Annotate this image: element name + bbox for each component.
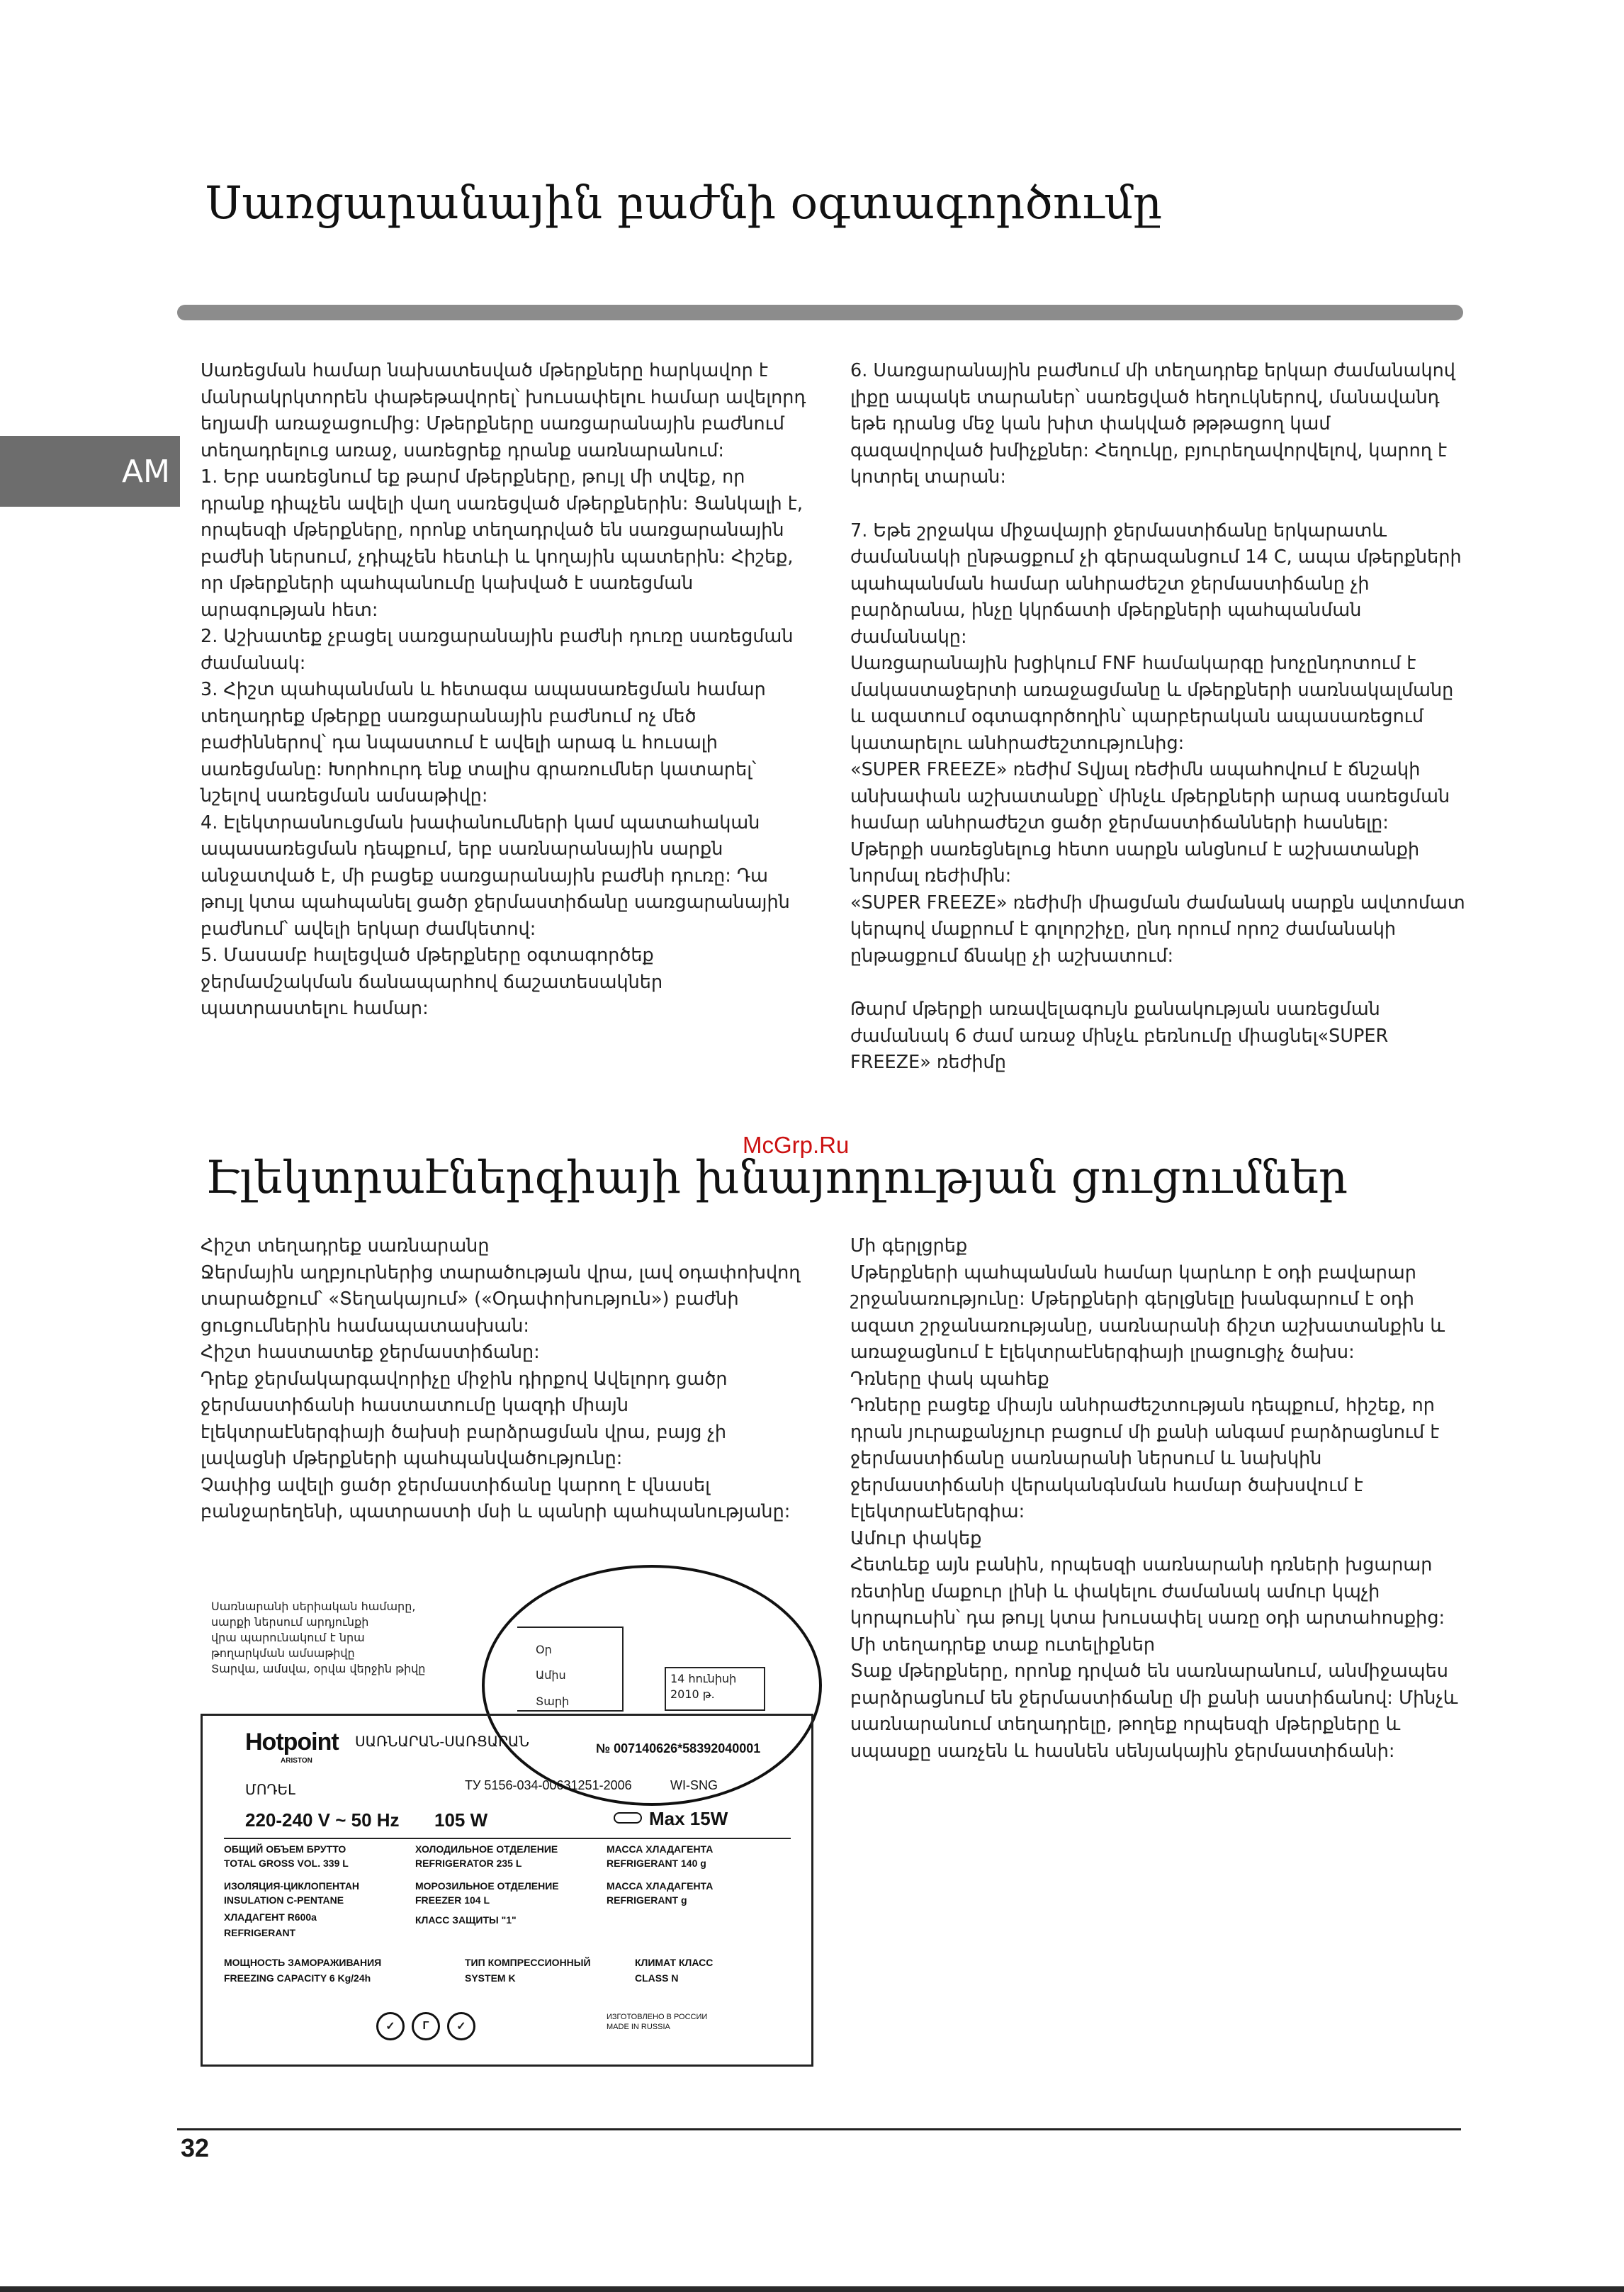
serial-number: № 007140626*58392040001 [596, 1741, 761, 1755]
note-line: սարքի ներսում արդյունքի [211, 1615, 369, 1629]
paragraph: Հետևեք այն բանին, որպեսզի սառնարանի դռների խցարար ռետինը մաքուր լինի և փակելու ժամանակ ամուր կպչի կորպուսին՝ դա թույլ կտա խուսափել սառը օդի արտահոսքից: [850, 1554, 1445, 1629]
certification-mark-icon: ✓ [376, 2012, 405, 2040]
subheading: Ամուր փակեք [850, 1527, 982, 1549]
subheading: Դռները փակ պահեք [850, 1368, 1049, 1390]
serial-number-note [211, 1599, 523, 1677]
energy-column-left [201, 1233, 810, 1526]
spec-cell: ОБЩИЙ ОБЪЕМ БРУТТО [224, 1843, 346, 1855]
power: 105 W [434, 1809, 488, 1831]
spec-cell: МАССА ХЛАДАГЕНТА [607, 1880, 714, 1892]
tech-spec-code: ТУ 5156-034-00631251-2006 [465, 1778, 632, 1792]
spec-cell: INSULATION C-PENTANE [224, 1894, 344, 1906]
title-divider [177, 305, 1463, 320]
section-title-energy: Էլեկտրաէներգիայի խնայողության ցուցումներ [205, 1152, 1348, 1204]
paragraph: 3. Հիշտ պահպանման և հետագա ապասառեցման համար տեղադրեք մթերքը սառցարանային բաժնում ոչ մեծ բաժիններով՝ դա նպաստում է ավելի արագ և հուսալի սառեցմանը: Խորհուրդ ենք տալիս գրառումներ կատարել՝ նշելով սառեցման ամսաթիվը: [201, 679, 766, 807]
note-line: Սառնարանի սերիական համարը, [211, 1600, 416, 1613]
product-name: ՍԱՌՆԱՐԱՆ-ՍԱՌՑԱՐԱՆ [355, 1734, 529, 1750]
spec-cell: ХЛАДАГЕНТ R600a [224, 1911, 317, 1923]
spec-cell: МАССА ХЛАДАГЕНТА [607, 1843, 714, 1855]
spec-cell: REFRIGERATOR 235 L [415, 1858, 522, 1869]
spec-cell: КЛИМАТ КЛАСС [635, 1957, 714, 1968]
freezer-column-right [850, 358, 1467, 1077]
freezer-column-left [201, 358, 810, 1023]
energy-column-right [850, 1233, 1467, 1765]
paragraph: 1. Երբ սառեցնում եք թարմ մթերքները, թույլ մի տվեք, որ դրանք դիպչեն ավելի վաղ սառեցված մթերքներին: Ցանկալի է, որպեսզի մթերքները, որոնք տեղադրված են սառցարանային բաժնի ներսում, չդիպչեն հետևի և կողային պատերին: Հիշեք, որ մթերքների պահպանումը կախված է սառեցման արագության հետ: [201, 466, 803, 621]
watermark: McGrp.Ru [743, 1132, 850, 1158]
note-line: Տարվա, ամսվա, օրվա վերջին թիվը [211, 1662, 426, 1675]
date-example-line: 2010 թ. [670, 1687, 715, 1701]
certification-icons [376, 2012, 475, 2040]
month-label: Ամիս [536, 1668, 566, 1682]
spec-cell: МОЩНОСТЬ ЗАМОРАЖИВАНИЯ [224, 1957, 382, 1968]
paragraph: 2. Աշխատեք չբացել սառցարանային բաժնի դուռը սառեցման ժամանակ: [201, 626, 794, 674]
rating-plate [201, 1714, 813, 2067]
paragraph: 5. Մասամբ հալեցված մթերքները օգտագործեք ջերմամշակման ճանապարհով ճաշատեսակներ պատրաստելու համար: [201, 945, 663, 1019]
year-label: Տարի [536, 1695, 570, 1708]
plate-divider [224, 1838, 791, 1839]
note-line: թողարկման ամսաթիվը [211, 1646, 355, 1660]
spec-cell: FREEZING CAPACITY 6 Kg/24h [224, 1972, 371, 1984]
paragraph: Դռները բացեք միայն անհրաժեշտության դեպքում, հիշեք, որ դրան յուրաքանչյուր բացում մի քանի անգամ բարձրացնում է ջերմաստիճանը սառնարանի ներսում և նախկին ջերմաստիճանի վերականգնման համար ծախսվում է էլեկտրաէներգիա: [850, 1395, 1440, 1522]
spec-cell: ХОЛОДИЛЬНОЕ ОТДЕЛЕНИЕ [415, 1843, 558, 1855]
model-label: ՄՈԴԵԼ [245, 1782, 295, 1798]
paragraph: 4. Էլեկտրասնուցման խափանումների կամ պատահական ապասառեցման դեպքում, երբ սառնարանային սարքն անջատված է, մի բացեք սառցարանային բաժնի դուռը: Դա թույլ կտա պահպանել ցածր ջերմաստիճանը սառցարանային բաժնում՝ ավելի երկար ժամկետով: [201, 811, 790, 940]
spec-cell: REFRIGERANT g [607, 1894, 687, 1906]
subheading: Մի գերլցրեք [850, 1235, 968, 1257]
spec-cell: МОРОЗИЛЬНОЕ ОТДЕЛЕНИЕ [415, 1880, 559, 1892]
paragraph: Ջերմային աղբյուրներից տարածության վրա, լավ օդափոխվող տարածքում՝ «Տեղակայում» («Օդափոխություն») բաժնի ցուցումներին համապատասխան: [201, 1262, 801, 1337]
wi-code: WI-SNG [670, 1778, 718, 1792]
spec-cell: REFRIGERANT [224, 1927, 296, 1938]
note-line: վրա պարունակում է նրա [211, 1631, 365, 1644]
spec-cell: ТИП КОМПРЕССИОННЫЙ [465, 1957, 591, 1968]
spec-cell: FREEZER 104 L [415, 1894, 490, 1906]
date-example-box [665, 1667, 765, 1711]
subheading: Հիշտ տեղադրեք սառնարանը [201, 1235, 490, 1257]
paragraph: «SUPER FREEZE» ռեժիմ Տվյալ ռեժիմն ապահովում է ճնշակի անխափան աշխատանքը՝ մինչև մթերքների արագ սառեցման համար անհրաժեշտ ցածր ջերմաստիճանների հասնելը: Մթերքի սառեցնելուց հետո սարքն անցնում է աշխատանքի նորմալ ռեժիմին: [850, 759, 1450, 887]
section-title-freezer: Սառցարանային բաժնի օգտագործումը [205, 177, 1163, 230]
spec-cell: TOTAL GROSS VOL. 339 L [224, 1858, 349, 1869]
spec-cell: REFRIGERANT 140 g [607, 1858, 706, 1869]
paragraph: 6. Սառցարանային բաժնում մի տեղադրեք երկար ժամանակով լիքը ապակե տարաներ՝ սառեցված հեղուկներով, մանավանդ եթե դրանց մեջ կան խիտ փակված թթթացող կամ գազավորված խմիչքներ: Հեղուկը, բյուրեղավորվելով, կարող է կոտրել տարան: [850, 360, 1455, 488]
scan-edge [0, 2286, 1624, 2292]
paragraph: 7. Եթե շրջակա միջավայրի ջերմաստիճանը երկարատև ժամանակի ընթացքում չի գերազանցում 14 C, ապա մթերքների պահպանման համար անհրաժեշտ ջերմաստիճանը չի բարձրանա, ինչը կկրճատի մթերքների պահպանման ժամանակը: [850, 519, 1462, 648]
brand-sub-logo: ARISTON [281, 1757, 312, 1765]
brand-logo: Hotpoint [245, 1729, 339, 1755]
paragraph: Թարմ մթերքի առավելագույն քանակության սառեցման ժամանակ 6 ժամ առաջ մինչև բեռնումը միացնել«SUPER FREEZE» ռեժիմը [850, 999, 1389, 1073]
paragraph: Սառեցման համար նախատեսված մթերքները հարկավոր է մանրակրկտորեն փաթեթավորել՝ խուսափելու համար ավելորդ եղյամի առաջացումից: Մթերքները սառցարանային բաժնում տեղադրելուց առաջ, սառեցրեք դրանք սառնարանում: [201, 360, 806, 461]
spec-cell: SYSTEM K [465, 1972, 516, 1984]
subheading: Մի տեղադրեք տաք ուտելիքներ [850, 1634, 1156, 1656]
date-bracket [517, 1627, 624, 1712]
paragraph: «SUPER FREEZE» ռեժիմի միացման ժամանակ սարքն ավտոմատ կերպով մաքրում է գոլորշիչը, ընդ որում որոշ ժամանակի ընթացքում ճնակը չի աշխատում: [850, 892, 1465, 967]
paragraph: Մթերքների պահպանման համար կարևոր է օդի բավարար շրջանառությունը: Մթերքների գերլցնելը խանգարում է օդի ազատ շրջանառությանը, սառնարանի ճիշտ աշխատանքին և առաջացնում է էլեկտրաէներգիայի լրացուցիչ ծախս: [850, 1262, 1445, 1363]
spec-cell: CLASS N [635, 1972, 679, 1984]
gost-mark-icon: Г [412, 2012, 440, 2040]
day-label: Օր [536, 1643, 552, 1656]
paragraph: Սառցարանային խցիկում FNF համակարգը խոչընդոտում է մակաստաջերտի առաջացմանը և մթերքների սառնակալմանը և ազատում օգտագործողին՝ պարբերական ապասառեցում կատարելու անհրաժեշտությունից: [850, 653, 1454, 754]
eac-mark-icon: ✓ [447, 2012, 475, 2040]
date-example-line: 14 հունիսի [670, 1672, 737, 1685]
page-number: 32 [181, 2133, 210, 2162]
language-tab [0, 436, 180, 507]
paragraph: Դրեք ջերմակարգավորիչը միջին դիրքով Ավելորդ ցածր ջերմաստիճանի հաստատումը կազդի միայն էլեկտրաէներգիայի ծախսի բարձրացման վրա, բայց չի լավացնի մթերքների պահպանվածությունը: [201, 1368, 728, 1469]
language-tab-label: AM [121, 453, 170, 490]
spec-cell: ИЗОЛЯЦИЯ-ЦИКЛОПЕНТАН [224, 1880, 360, 1892]
lamp-icon [614, 1812, 642, 1824]
subheading: Հիշտ հաստատեք ջերմաստիճանը: [201, 1342, 540, 1363]
paragraph: Չափից ավելի ցածր ջերմաստիճանը կարող է վնասել բանջարեղենի, պատրաստի մսի և պանրի պահպանությանը: [201, 1474, 791, 1522]
lamp-max: Max 15W [649, 1808, 728, 1829]
spec-cell: КЛАСС ЗАЩИТЫ "1" [415, 1914, 517, 1926]
made-in: ИЗГОТОВЛЕНО В РОССИИ MADE IN RUSSIA [607, 2013, 708, 2031]
voltage: 220-240 V ~ 50 Hz [245, 1809, 400, 1831]
footer-rule [177, 2128, 1461, 2130]
paragraph: Տաք մթերքները, որոնք դրված են սառնարանում, անմիջապես բարձրացնում են ջերմաստիճանը մի քանի աստիճանով: Մինչև սառնարանում տեղադրելը, թողեք որպեսզի մթերքները և սպասքը սառչեն և հասնեն սենյակային ջերմաստիճանի: [850, 1661, 1458, 1762]
